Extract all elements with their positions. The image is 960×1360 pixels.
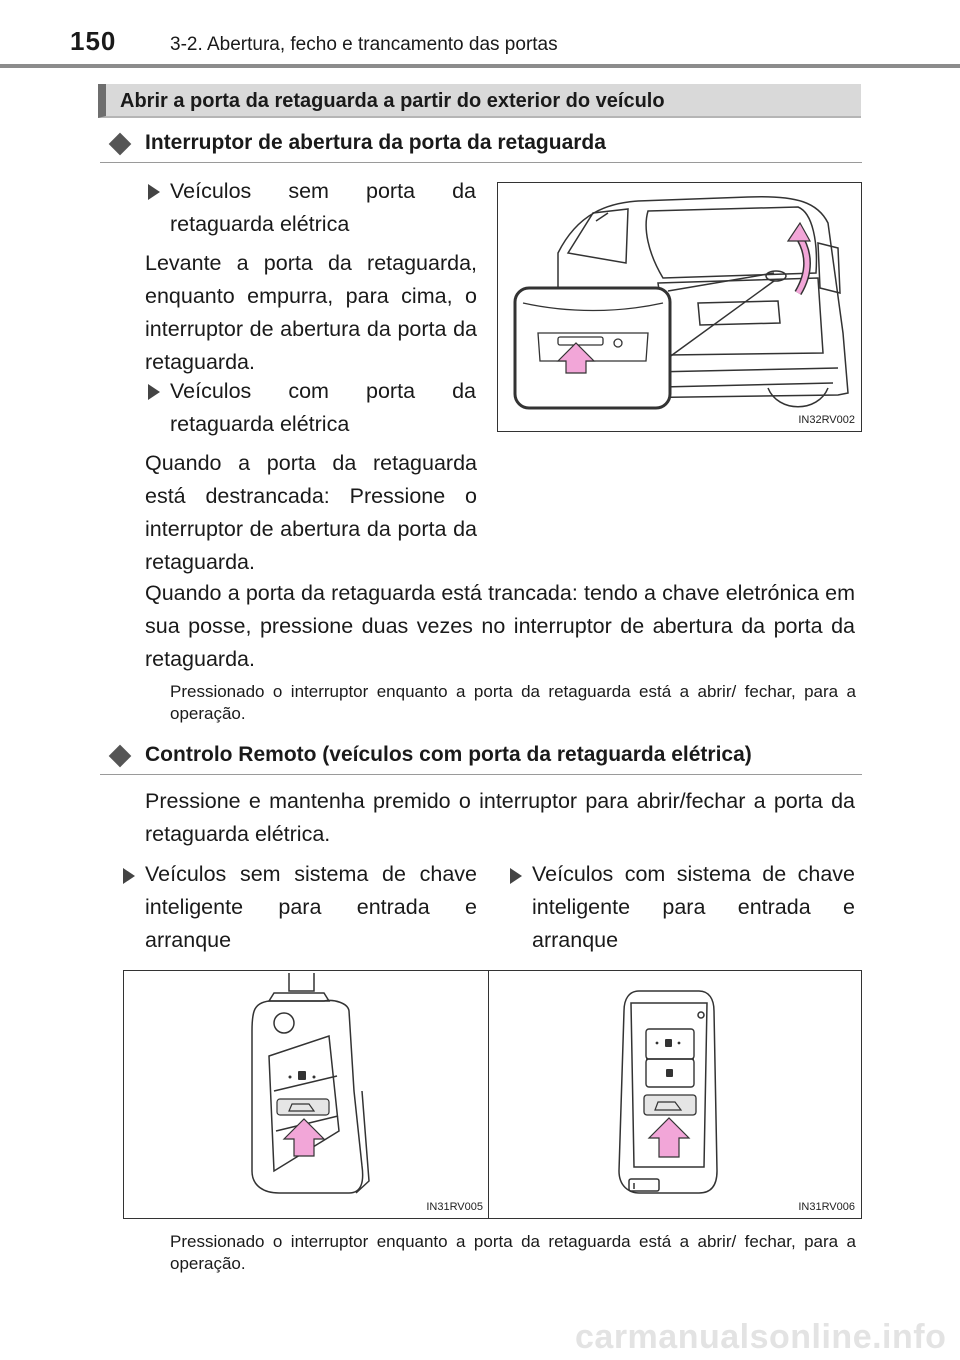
figure-code: IN32RV002 xyxy=(798,414,855,426)
item-text-power-door-unlocked: Quando a porta da retaguarda está destrancada: Pressione o interruptor de abertura da porta da retaguarda. xyxy=(145,451,477,574)
item-text-no-power-door: Levante a porta da retaguarda, enquanto empurra, para cima, o interruptor de abertura da porta da retaguarda. xyxy=(145,251,477,374)
watermark: carmanualsonline.info xyxy=(575,1318,947,1356)
subheading-rule xyxy=(100,774,862,775)
diamond-bullet-icon xyxy=(109,133,132,156)
subheading-opening-switch: Interruptor de abertura da porta da retaguarda xyxy=(145,131,606,154)
item-label-power-door: Veículos com porta da retaguarda elétrica xyxy=(170,379,476,436)
triangle-bullet-icon xyxy=(510,868,522,884)
triangle-bullet-icon xyxy=(148,384,160,400)
header-rule xyxy=(0,64,960,68)
triangle-bullet-icon xyxy=(148,184,160,200)
section-title: Abrir a porta da retaguarda a partir do exterior do veículo xyxy=(120,90,665,112)
diamond-bullet-icon xyxy=(109,745,132,768)
page-number: 150 xyxy=(70,26,117,56)
subheading-remote-control: Controlo Remoto (veículos com porta da retaguarda elétrica) xyxy=(145,743,752,766)
item-label-no-power-door: Veículos sem porta da retaguarda elétrica xyxy=(170,179,476,236)
note-operation-stop-2: Pressionado o interruptor enquanto a porta da retaguarda está a abrir/ fechar, para a operação. xyxy=(170,1232,856,1273)
triangle-bullet-icon xyxy=(123,868,135,884)
flip-key-illustration xyxy=(124,971,490,1219)
figure-code: IN31RV006 xyxy=(798,1201,855,1213)
vehicle-rear-illustration xyxy=(498,183,862,432)
running-header: 3-2. Abertura, fecho e trancamento das portas xyxy=(170,34,558,55)
section-title-bar xyxy=(98,84,861,118)
remote-instruction-text: Pressione e mantenha premido o interruptor para abrir/fechar a porta da retaguarda elétrica. xyxy=(145,789,855,846)
figure-rear-door-switch xyxy=(497,182,862,432)
note-operation-stop-1: Pressionado o interruptor enquanto a porta da retaguarda está a abrir/ fechar, para a operação. xyxy=(170,682,856,723)
subheading-rule xyxy=(100,162,862,163)
smart-key-illustration xyxy=(489,971,862,1219)
item-text-power-door-locked: Quando a porta da retaguarda está trancada: tendo a chave eletrónica em sua posse, pressione duas vezes no interruptor de abertura da porta da retaguarda. xyxy=(145,581,855,671)
figure-flip-key xyxy=(123,970,490,1219)
figure-smart-key xyxy=(488,970,862,1219)
figure-code: IN31RV005 xyxy=(426,1201,483,1213)
label-no-smart-key: Veículos sem sistema de chave inteligente para entrada e arranque xyxy=(145,862,477,952)
label-smart-key: Veículos com sistema de chave inteligente para entrada e arranque xyxy=(532,862,855,952)
